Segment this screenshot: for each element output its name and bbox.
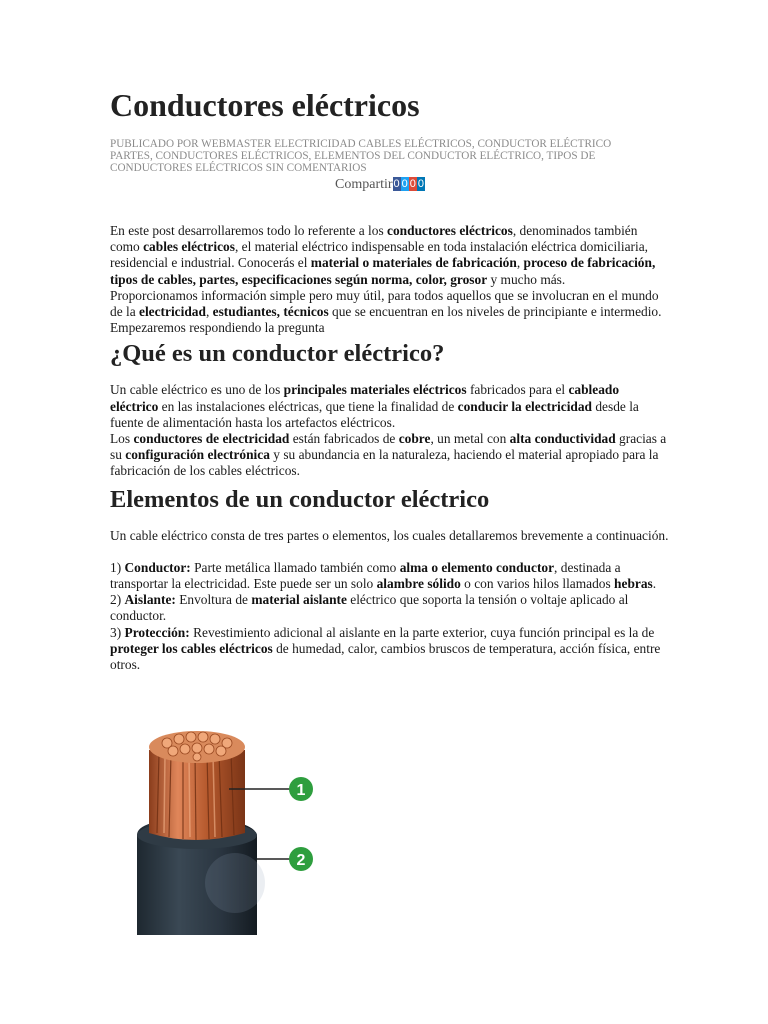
meta-line[interactable]: PUBLICADO POR WEBMASTER ELECTRICIDAD CABLES ELÉCTRICOS, CONDUCTOR ELÉCTRICO [110,138,612,150]
share-bar [335,177,670,193]
callout-2-badge [289,847,313,871]
cable-diagram-image [135,725,335,935]
intro-paragraph-2: Proporcionamos información simple pero muy útil, para todos aquellos que se involucran en el mundo de la electricidad, estudiantes, técnicos que se encuentran en los niveles de principiante e intermedio. Empezaremos respondiendo la pregunta [110,287,662,336]
section2-paragraph: Un cable eléctrico consta de tres partes o elementos, los cuales detallaremos brevemente a continuación. [110,527,669,543]
article [110,86,670,673]
share-count-twitter[interactable]: 0 [401,178,408,190]
callout-1: 1 [296,782,306,799]
meta-line[interactable]: PARTES, CONDUCTORES ELÉCTRICOS, ELEMENTOS DEL CONDUCTOR ELÉCTRICO, TIPOS DE [110,150,596,162]
list-item-proteccion: 3) Protección: Revestimiento adicional al aislante en la parte exterior, cuya función principal es la de proteger los cables eléctricos de humedad, calor, cambios bruscos de temperatura, acción física, entre otros. [110,624,661,673]
section1-paragraph: Un cable eléctrico es uno de los principales materiales eléctricos fabricados para el cableado eléctrico en las instalaciones eléctricas, que tiene la finalidad de conducir la electricidad desde la fuente de alimentación hasta los artefactos eléctricos. [110,382,639,430]
intro-paragraph: En este post desarrollaremos todo lo referente a los conductores eléctricos, denominados también como cables eléctricos, el material eléctrico indispensable en toda instalación eléctrica domiciliaria, residencial e industrial. Conocerás el material o materiales de fabricación, proceso de fabricación, tipos de cables, partes, especificaciones según norma, color, grosor y mucho más. [110,223,656,287]
share-count-facebook[interactable]: 0 [393,178,400,190]
post-meta [110,138,630,174]
share-count-linkedin[interactable]: 0 [417,178,425,190]
callout-2: 2 [296,852,306,869]
list-item-aislante: 2) Aislante: Envoltura de material aislante eléctrico que soporta la tensión o voltaje aplicado al conductor. [110,592,629,624]
share-label: Compartir [335,177,393,192]
page-title: Conductores eléctricos [110,87,420,123]
share-count-google[interactable]: 0 [409,178,416,190]
section-heading-elementos: Elementos de un conductor eléctrico [110,485,490,513]
meta-line[interactable]: CONDUCTORES ELÉCTRICOS SIN COMENTARIOS [110,162,367,174]
section-heading-que-es: ¿Qué es un conductor eléctrico? [110,340,445,368]
section1-paragraph-2: Los conductores de electricidad están fabricados de cobre, un metal con alta conductividad gracias a su configuración electrónica y su abundancia en la naturaleza, haciendo el material apropiado para la fabricación de los cables eléctricos. [110,431,667,479]
callout-1-badge [289,777,313,801]
list-item-conductor: 1) Conductor: Parte metálica llamado también como alma o elemento conductor, destinada a transportar la electricidad. Este puede ser un solo alambre sólido o con varios hilos llamados hebras. [110,559,657,592]
